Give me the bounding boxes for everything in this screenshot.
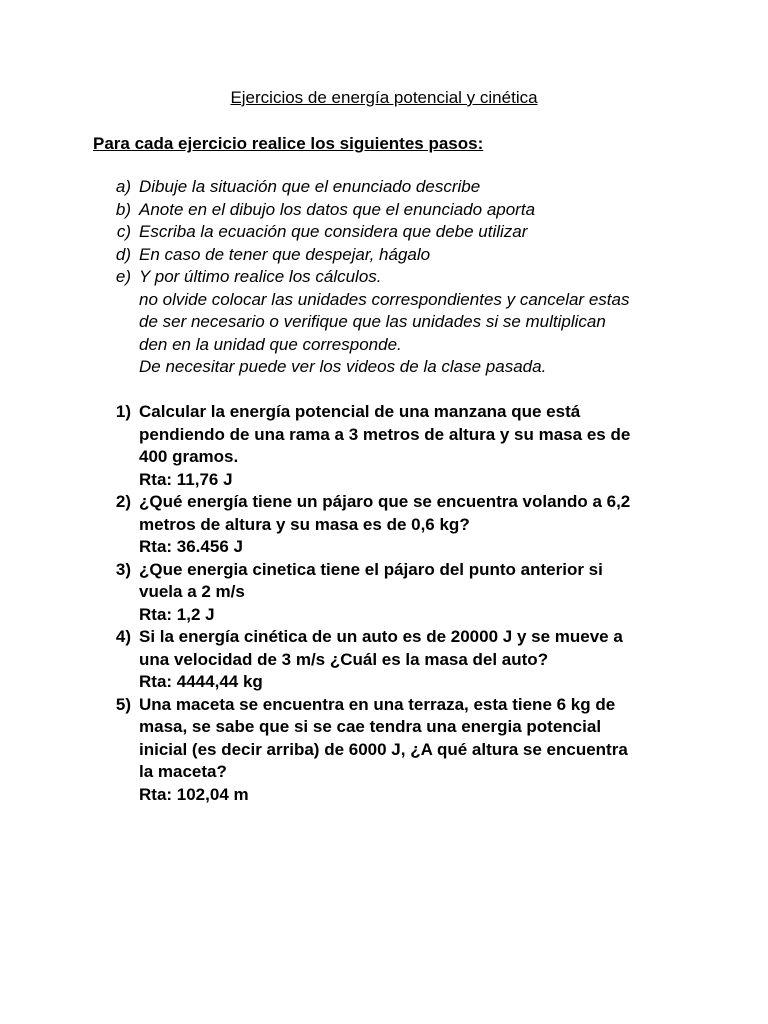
- exercise-item: [93, 491, 693, 559]
- exercise-line: metros de altura y su masa es de 0,6 kg?: [139, 514, 470, 534]
- step-text: Y por último realice los cálculos.: [139, 267, 382, 286]
- step-text: Dibuje la situación que el enunciado describe: [139, 177, 481, 196]
- exercise-line: la maceta?: [139, 762, 227, 781]
- exercise-body: [139, 401, 693, 491]
- exercise-answer: Rta: 1,2 J: [139, 604, 215, 624]
- step-marker: e): [115, 267, 131, 286]
- exercise-body: [139, 559, 693, 627]
- step-item: [93, 266, 693, 289]
- step-marker: c): [116, 222, 131, 241]
- exercise-line: una velocidad de 3 m/s ¿Cuál es la masa del auto?: [139, 649, 549, 669]
- exercise-line: ¿Qué energía tiene un pájaro que se encuentra volando a 6,2: [139, 492, 631, 511]
- exercise-line: Si la energía cinética de un auto es de 20000 J y se mueve a: [139, 627, 623, 646]
- step-marker: d): [115, 244, 131, 264]
- steps-list: [93, 176, 693, 379]
- step-item: [93, 221, 693, 244]
- step-marker: a): [115, 177, 131, 196]
- step-note: de ser necesario o verifique que las unidades si se multiplican: [139, 312, 606, 331]
- step-item: [93, 199, 693, 222]
- exercise-number: 3): [115, 559, 131, 579]
- exercise-answer: Rta: 36.456 J: [139, 537, 243, 556]
- exercise-answer: Rta: 11,76 J: [139, 469, 233, 489]
- exercise-line: Una maceta se encuentra en una terraza, esta tiene 6 kg de: [139, 694, 616, 714]
- exercise-item: [93, 401, 693, 491]
- exercises-list: [93, 401, 693, 806]
- step-note: no olvide colocar las unidades correspondientes y cancelar estas: [139, 289, 630, 309]
- exercise-number: 1): [115, 402, 131, 421]
- exercise-line: vuela a 2 m/s: [139, 582, 245, 601]
- step-text: Anote en el dibujo los datos que el enunciado aporta: [139, 199, 536, 219]
- exercise-body: [139, 694, 693, 807]
- step-marker: b): [115, 199, 131, 219]
- exercise-number: 2): [115, 492, 131, 511]
- step-text: En caso de tener que despejar, hágalo: [139, 244, 431, 264]
- exercise-line: 400 gramos.: [139, 447, 239, 466]
- exercise-line: Calcular la energía potencial de una manzana que está: [139, 402, 581, 421]
- exercise-line: pendiendo de una rama a 3 metros de altura y su masa es de: [139, 424, 631, 444]
- exercise-number: 4): [115, 627, 131, 646]
- exercise-line: inicial (es decir arriba) de 6000 J, ¿A qué altura se encuentra: [139, 739, 628, 759]
- exercise-answer: Rta: 4444,44 kg: [139, 672, 263, 691]
- instructions-heading: Para cada ejercicio realice los siguientes pasos:: [93, 134, 484, 153]
- step-text: Escriba la ecuación que considera que debe utilizar: [139, 222, 528, 241]
- step-item: [93, 176, 693, 199]
- exercise-answer: Rta: 102,04 m: [139, 784, 249, 804]
- step-item: [93, 244, 693, 267]
- exercise-line: masa, se sabe que si se cae tendra una energia potencial: [139, 717, 602, 736]
- exercise-body: [139, 491, 693, 559]
- exercise-item: [93, 694, 693, 807]
- exercise-body: [139, 626, 693, 694]
- exercise-line: ¿Que energia cinetica tiene el pájaro del punto anterior si: [139, 559, 603, 579]
- exercise-item: [93, 559, 693, 627]
- document-title: Ejercicios de energía potencial y cinética: [230, 88, 538, 107]
- exercise-item: [93, 626, 693, 694]
- step-note: De necesitar puede ver los videos de la clase pasada.: [139, 357, 547, 376]
- step-note: den en la unidad que corresponde.: [139, 334, 402, 354]
- exercise-number: 5): [115, 694, 131, 714]
